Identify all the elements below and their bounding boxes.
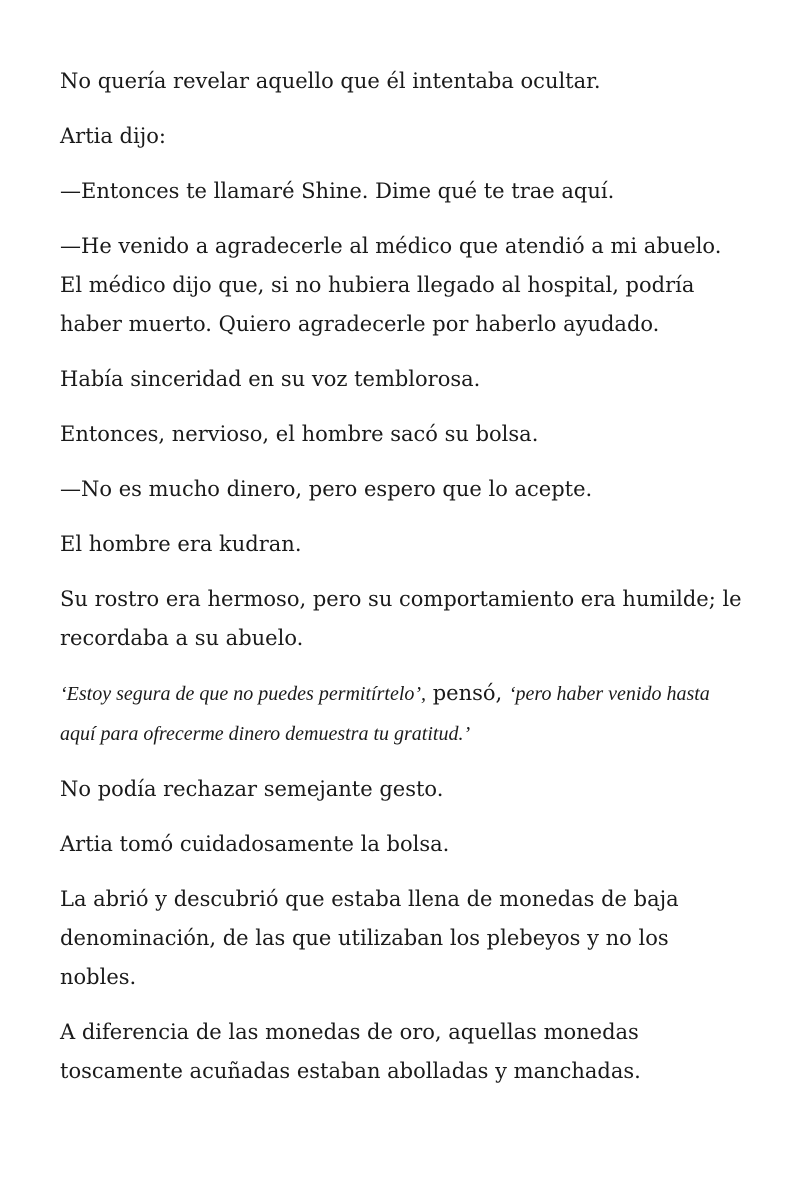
thought-text: ‘Estoy segura de que no puedes permitírtelo’, xyxy=(60,683,427,705)
paragraph: No podía rechazar semejante gesto. xyxy=(60,777,444,801)
paragraph: No quería revelar aquello que él intentaba ocultar. xyxy=(60,69,601,93)
thought-text: ‘pero haber venido hasta aquí para ofrecerme dinero demuestra tu gratitud.’ xyxy=(60,683,710,745)
thought-paragraph xyxy=(60,674,750,754)
paragraph: —No es mucho dinero, pero espero que lo acepte. xyxy=(60,477,593,501)
paragraph: A diferencia de las monedas de oro, aquellas monedas toscamente acuñadas estaban abolladas y manchadas. xyxy=(60,1020,641,1083)
paragraph: —Entonces te llamaré Shine. Dime qué te trae aquí. xyxy=(60,179,615,203)
paragraph: La abrió y descubrió que estaba llena de monedas de baja denominación, de las que utilizaban los plebeyos y no los nobles. xyxy=(60,887,679,989)
paragraph: Su rostro era hermoso, pero su comportamiento era humilde; le recordaba a su abuelo. xyxy=(60,587,742,650)
thought-tag: pensó, xyxy=(426,681,509,705)
page-text xyxy=(60,62,750,1107)
paragraph: Artia dijo: xyxy=(60,124,166,148)
paragraph: Artia tomó cuidadosamente la bolsa. xyxy=(60,832,450,856)
paragraph: El hombre era kudran. xyxy=(60,532,302,556)
paragraph: —He venido a agradecerle al médico que atendió a mi abuelo. El médico dijo que, si no hubiera llegado al hospital, podría haber muerto. Quiero agradecerle por haberlo ayudado. xyxy=(60,234,722,336)
paragraph: Entonces, nervioso, el hombre sacó su bolsa. xyxy=(60,422,539,446)
paragraph: Había sinceridad en su voz temblorosa. xyxy=(60,367,481,391)
